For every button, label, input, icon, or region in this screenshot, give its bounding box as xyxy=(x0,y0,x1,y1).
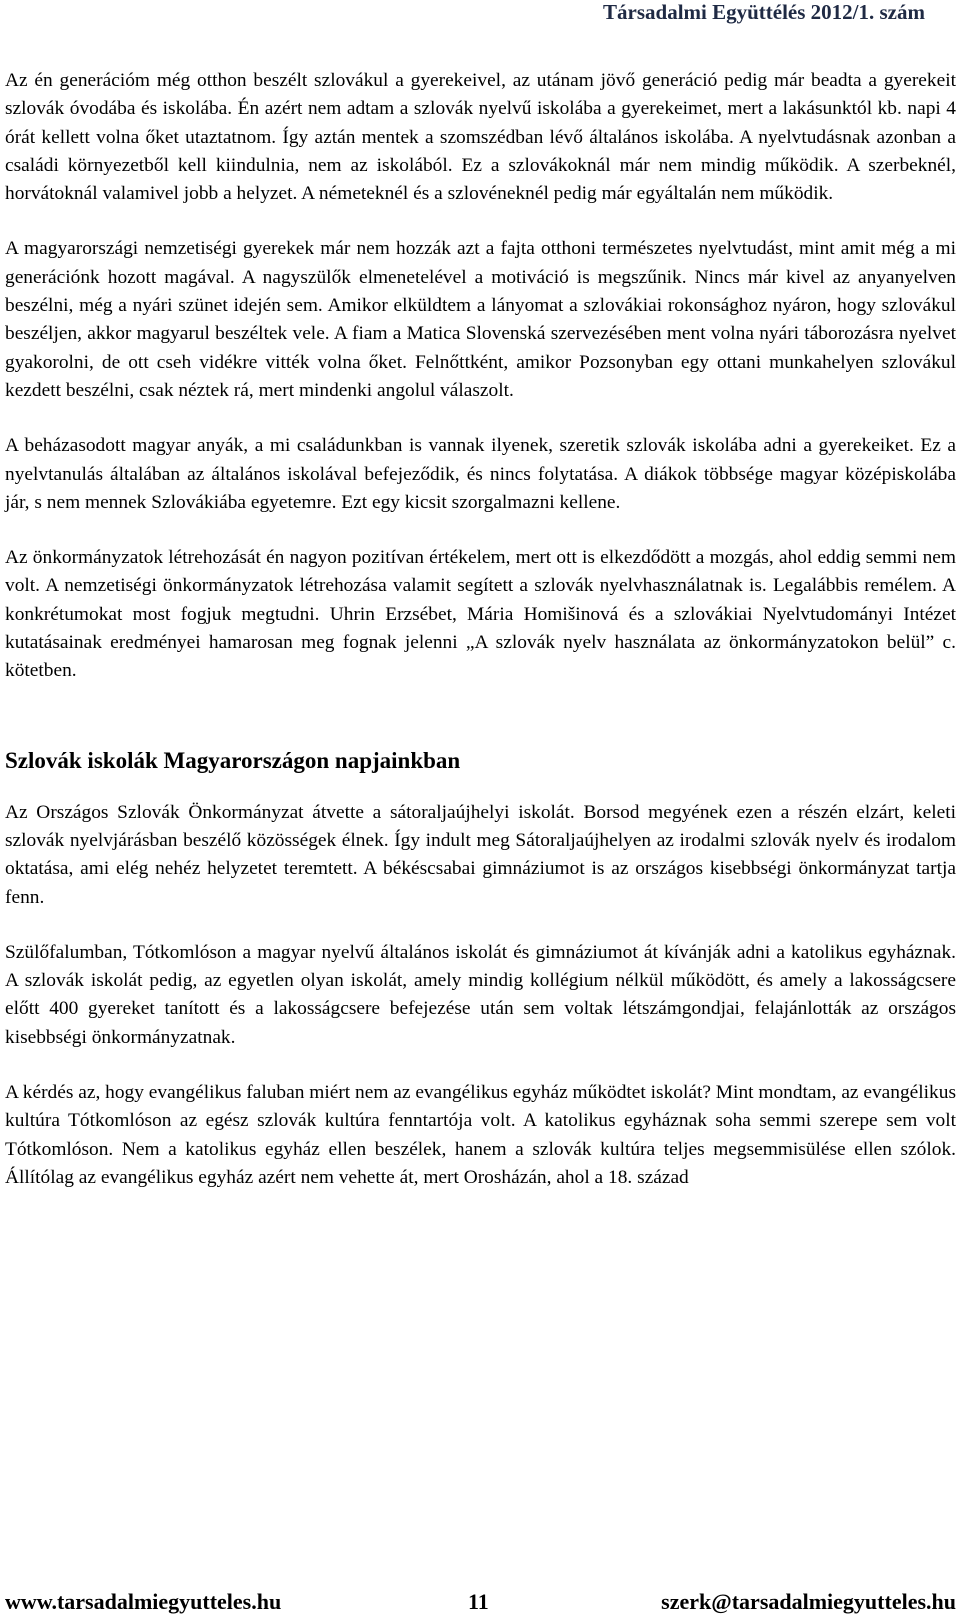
journal-header: Társadalmi Együttélés 2012/1. szám xyxy=(603,0,925,24)
section-heading: Szlovák iskolák Magyarországon napjainkban xyxy=(5,747,461,773)
section-paragraph-2: Szülőfalumban, Tótkomlóson a magyar nyelvű általános iskolát és gimnáziumot át kívánják adni a katolikus egyháznak. A szlovák iskolát pedig, az egyetlen olyan iskolát, amely mindig kollégium nélkül működött, és amely a lakosságcsere előtt 400 gyereket tanított és a lakosságcsere befejezése után sem voltak létszámgondjai, felajánlották az országos kisebbségi önkormányzatnak. xyxy=(5,941,956,1048)
section-paragraph-1: Az Országos Szlovák Önkormányzat átvette a sátoraljaújhelyi iskolát. Borsod megyének ezen a részén elzárt, keleti szlovák nyelvjárásban beszélő közösségek élnek. Így indult meg Sátoraljaújhelyen az irodalmi szlovák nyelv és irodalom oktatása, ami elég nehéz helyzetet teremtett. A békéscsabai gimnáziumot is az országos kisebbségi önkormányzat tartja fenn. xyxy=(5,801,956,908)
page-footer xyxy=(5,1587,956,1617)
footer-email-link[interactable]: szerk@tarsadalmiegyutteles.hu xyxy=(661,1589,956,1614)
paragraph-4: Az önkormányzatok létrehozását én nagyon pozitívan értékelem, mert ott is elkezdődött a mozgás, ahol eddig semmi nem volt. A nemzetiségi önkormányzatok létrehozása valamit segített a szlovák nyelvhasználatnak is. Legalábbis remélem. A konkrétumokat most fogjuk megtudni. Uhrin Erzsébet, Mária Homišinová és a szlovákiai Nyelvtudományi Intézet kutatásainak eredményei hamarosan meg fognak jelenni „A szlovák nyelv használata az önkormányzatokon belül” c. kötetben. xyxy=(5,547,956,682)
paragraph-1: Az én generációm még otthon beszélt szlovákul a gyerekeivel, az utánam jövő generáció pedig már beadta a gyerekeit szlovák óvodába és iskolába. Én azért nem adtam a szlovák nyelvű iskolába a gyerekeimet, mert a lakásunktól kb. napi 4 órát kellett volna őket utaztatnom. Így aztán mentek a szomszédban lévő általános iskolába. A nyelvtudásnak azonban a családi környezetből kell kiindulnia, nem az iskolából. Ez a szlovákoknál már nem mindig működik. A szerbeknél, horvátoknál valamivel jobb a helyzet. A németeknél és a szlovéneknél pedig már egyáltalán nem működik. xyxy=(5,70,956,205)
section-paragraph-3: A kérdés az, hogy evangélikus faluban miért nem az evangélikus egyház működtet iskolát? Mint mondtam, az evangélikus kultúra Tótkomlóson az egész szlovák kultúra fenntartója volt. A katolikus egyháznak soha semmi szerepe sem volt Tótkomlóson. Nem a katolikus egyház ellen beszélek, hanem a szlovák kultúra teljes megsemmisülése ellen szólok. Állítólag az evangélikus egyház azért nem vehette át, mert Orosházán, ahol a 18. század xyxy=(5,1082,956,1188)
footer-page-number: 11 xyxy=(468,1589,489,1614)
article-body xyxy=(5,67,956,1192)
paragraph-3: A beházasodott magyar anyák, a mi családunkban is vannak ilyenek, szeretik szlovák iskolába adni a gyerekeiket. Ez a nyelvtanulás általában az általános iskolával befejeződik, és nincs folytatása. A diákok többsége magyar középiskolába jár, s nem mennek Szlovákiába egyetemre. Ezt egy kicsit szorgalmazni kellene. xyxy=(5,435,956,513)
footer-website-link[interactable]: www.tarsadalmiegyutteles.hu xyxy=(5,1589,282,1614)
paragraph-2: A magyarországi nemzetiségi gyerekek már nem hozzák azt a fajta otthoni természetes nyelvtudást, mint amit még a mi generációnk hozott magával. A nagyszülők elmenetelével a motiváció is megszűnik. Nincs már kivel az anyanyelven beszélni, még a nyári szünet idején sem. Amikor elküldtem a lányomat a szlovákiai rokonsághoz nyáron, hogy szlovákul beszéljen, akkor magyarul beszéltek vele. A fiam a Matica Slovenská szervezésében ment volna nyári táborozásra nyelvet gyakorolni, de ott cseh vidékre vitték volna őket. Felnőttként, amikor Pozsonyban egy ottani munkahelyen szlovákul kezdett beszélni, csak néztek rá, mert mindenki angolul válaszolt. xyxy=(5,238,956,401)
